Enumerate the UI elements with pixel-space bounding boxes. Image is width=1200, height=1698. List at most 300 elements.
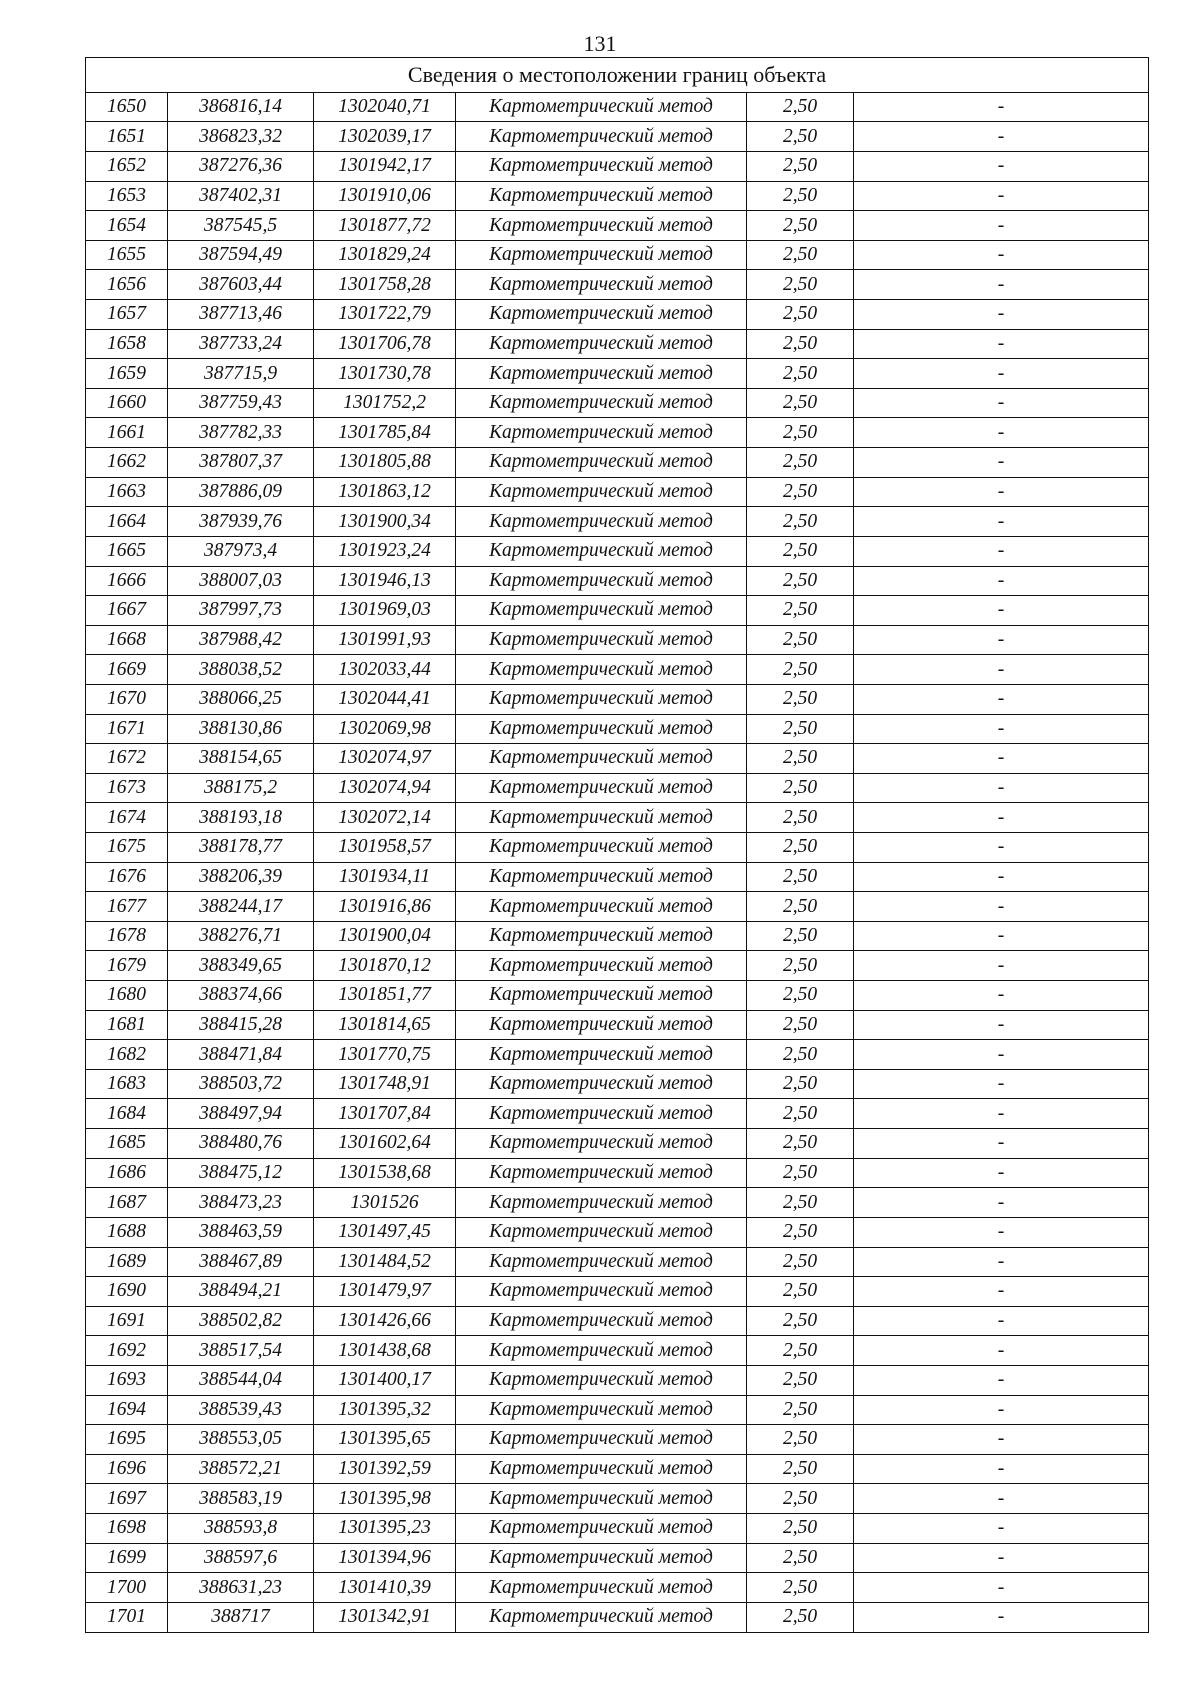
description-cell: - — [854, 1573, 1149, 1603]
description-cell: - — [854, 1040, 1149, 1070]
method-cell: Картометрический метод — [456, 892, 747, 922]
description-cell: - — [854, 1602, 1149, 1632]
description-cell: - — [854, 300, 1149, 330]
x-coordinate-cell: 387276,36 — [168, 151, 314, 181]
point-number-cell: 1676 — [86, 862, 168, 892]
point-number-cell: 1658 — [86, 329, 168, 359]
description-cell: - — [854, 122, 1149, 152]
table-row — [86, 714, 1149, 744]
method-cell: Картометрический метод — [456, 1069, 747, 1099]
method-cell: Картометрический метод — [456, 359, 747, 389]
table-row — [86, 418, 1149, 448]
x-coordinate-cell: 387782,33 — [168, 418, 314, 448]
point-number-cell: 1669 — [86, 655, 168, 685]
accuracy-cell: 2,50 — [747, 477, 854, 507]
y-coordinate-cell: 1301814,65 — [314, 1010, 456, 1040]
table-title-row — [86, 58, 1149, 93]
y-coordinate-cell: 1301538,68 — [314, 1158, 456, 1188]
method-cell: Картометрический метод — [456, 1040, 747, 1070]
description-cell: - — [854, 151, 1149, 181]
table-row — [86, 1484, 1149, 1514]
description-cell: - — [854, 833, 1149, 863]
method-cell: Картометрический метод — [456, 596, 747, 626]
description-cell: - — [854, 566, 1149, 596]
method-cell: Картометрический метод — [456, 566, 747, 596]
method-cell: Картометрический метод — [456, 714, 747, 744]
description-cell: - — [854, 477, 1149, 507]
y-coordinate-cell: 1301877,72 — [314, 211, 456, 241]
method-cell: Картометрический метод — [456, 1543, 747, 1573]
accuracy-cell: 2,50 — [747, 1395, 854, 1425]
accuracy-cell: 2,50 — [747, 833, 854, 863]
accuracy-cell: 2,50 — [747, 1543, 854, 1573]
method-cell: Картометрический метод — [456, 300, 747, 330]
method-cell: Картометрический метод — [456, 1099, 747, 1129]
method-cell: Картометрический метод — [456, 270, 747, 300]
point-number-cell: 1679 — [86, 951, 168, 981]
table-row — [86, 211, 1149, 241]
x-coordinate-cell: 387402,31 — [168, 181, 314, 211]
table-row — [86, 1069, 1149, 1099]
description-cell: - — [854, 448, 1149, 478]
y-coordinate-cell: 1301395,23 — [314, 1514, 456, 1544]
y-coordinate-cell: 1302039,17 — [314, 122, 456, 152]
accuracy-cell: 2,50 — [747, 744, 854, 774]
accuracy-cell: 2,50 — [747, 1484, 854, 1514]
y-coordinate-cell: 1301923,24 — [314, 536, 456, 566]
accuracy-cell: 2,50 — [747, 1573, 854, 1603]
description-cell: - — [854, 1336, 1149, 1366]
method-cell: Картометрический метод — [456, 1365, 747, 1395]
point-number-cell: 1652 — [86, 151, 168, 181]
y-coordinate-cell: 1301991,93 — [314, 625, 456, 655]
table-row — [86, 122, 1149, 152]
x-coordinate-cell: 388038,52 — [168, 655, 314, 685]
description-cell: - — [854, 418, 1149, 448]
point-number-cell: 1682 — [86, 1040, 168, 1070]
y-coordinate-cell: 1301730,78 — [314, 359, 456, 389]
description-cell: - — [854, 329, 1149, 359]
x-coordinate-cell: 388415,28 — [168, 1010, 314, 1040]
description-cell: - — [854, 211, 1149, 241]
method-cell: Картометрический метод — [456, 1573, 747, 1603]
description-cell: - — [854, 773, 1149, 803]
point-number-cell: 1668 — [86, 625, 168, 655]
y-coordinate-cell: 1301479,97 — [314, 1277, 456, 1307]
description-cell: - — [854, 1277, 1149, 1307]
method-cell: Картометрический метод — [456, 1454, 747, 1484]
accuracy-cell: 2,50 — [747, 270, 854, 300]
x-coordinate-cell: 388517,54 — [168, 1336, 314, 1366]
table-row — [86, 1395, 1149, 1425]
description-cell: - — [854, 1158, 1149, 1188]
table-row — [86, 1158, 1149, 1188]
accuracy-cell: 2,50 — [747, 1336, 854, 1366]
point-number-cell: 1680 — [86, 981, 168, 1011]
x-coordinate-cell: 388175,2 — [168, 773, 314, 803]
method-cell: Картометрический метод — [456, 744, 747, 774]
table-row — [86, 625, 1149, 655]
table-row — [86, 1514, 1149, 1544]
description-cell: - — [854, 240, 1149, 270]
table-row — [86, 92, 1149, 122]
boundary-table — [85, 57, 1149, 1633]
y-coordinate-cell: 1302074,94 — [314, 773, 456, 803]
accuracy-cell: 2,50 — [747, 1129, 854, 1159]
description-cell: - — [854, 1247, 1149, 1277]
table-row — [86, 1129, 1149, 1159]
point-number-cell: 1686 — [86, 1158, 168, 1188]
method-cell: Картометрический метод — [456, 240, 747, 270]
x-coordinate-cell: 388244,17 — [168, 892, 314, 922]
point-number-cell: 1692 — [86, 1336, 168, 1366]
table-row — [86, 1336, 1149, 1366]
description-cell: - — [854, 744, 1149, 774]
method-cell: Картометрический метод — [456, 507, 747, 537]
y-coordinate-cell: 1301958,57 — [314, 833, 456, 863]
x-coordinate-cell: 387759,43 — [168, 388, 314, 418]
point-number-cell: 1651 — [86, 122, 168, 152]
x-coordinate-cell: 386816,14 — [168, 92, 314, 122]
x-coordinate-cell: 387603,44 — [168, 270, 314, 300]
x-coordinate-cell: 388463,59 — [168, 1217, 314, 1247]
x-coordinate-cell: 388539,43 — [168, 1395, 314, 1425]
x-coordinate-cell: 387733,24 — [168, 329, 314, 359]
x-coordinate-cell: 388471,84 — [168, 1040, 314, 1070]
description-cell: - — [854, 951, 1149, 981]
x-coordinate-cell: 388066,25 — [168, 684, 314, 714]
y-coordinate-cell: 1301526 — [314, 1188, 456, 1218]
method-cell: Картометрический метод — [456, 1395, 747, 1425]
point-number-cell: 1671 — [86, 714, 168, 744]
x-coordinate-cell: 387997,73 — [168, 596, 314, 626]
point-number-cell: 1685 — [86, 1129, 168, 1159]
point-number-cell: 1673 — [86, 773, 168, 803]
accuracy-cell: 2,50 — [747, 1602, 854, 1632]
description-cell: - — [854, 1129, 1149, 1159]
method-cell: Картометрический метод — [456, 1277, 747, 1307]
table-row — [86, 1543, 1149, 1573]
method-cell: Картометрический метод — [456, 448, 747, 478]
point-number-cell: 1655 — [86, 240, 168, 270]
method-cell: Картометрический метод — [456, 655, 747, 685]
accuracy-cell: 2,50 — [747, 300, 854, 330]
method-cell: Картометрический метод — [456, 1217, 747, 1247]
x-coordinate-cell: 387886,09 — [168, 477, 314, 507]
table-row — [86, 981, 1149, 1011]
point-number-cell: 1695 — [86, 1425, 168, 1455]
accuracy-cell: 2,50 — [747, 1069, 854, 1099]
method-cell: Картометрический метод — [456, 536, 747, 566]
y-coordinate-cell: 1301748,91 — [314, 1069, 456, 1099]
description-cell: - — [854, 270, 1149, 300]
x-coordinate-cell: 388374,66 — [168, 981, 314, 1011]
y-coordinate-cell: 1301805,88 — [314, 448, 456, 478]
x-coordinate-cell: 387594,49 — [168, 240, 314, 270]
y-coordinate-cell: 1301602,64 — [314, 1129, 456, 1159]
accuracy-cell: 2,50 — [747, 388, 854, 418]
accuracy-cell: 2,50 — [747, 655, 854, 685]
method-cell: Картометрический метод — [456, 1484, 747, 1514]
accuracy-cell: 2,50 — [747, 625, 854, 655]
table-row — [86, 951, 1149, 981]
method-cell: Картометрический метод — [456, 92, 747, 122]
table-row — [86, 773, 1149, 803]
point-number-cell: 1694 — [86, 1395, 168, 1425]
description-cell: - — [854, 1365, 1149, 1395]
accuracy-cell: 2,50 — [747, 211, 854, 241]
accuracy-cell: 2,50 — [747, 1277, 854, 1307]
table-row — [86, 1247, 1149, 1277]
y-coordinate-cell: 1301910,06 — [314, 181, 456, 211]
point-number-cell: 1681 — [86, 1010, 168, 1040]
description-cell: - — [854, 1514, 1149, 1544]
y-coordinate-cell: 1301900,04 — [314, 921, 456, 951]
method-cell: Картометрический метод — [456, 833, 747, 863]
point-number-cell: 1689 — [86, 1247, 168, 1277]
point-number-cell: 1677 — [86, 892, 168, 922]
method-cell: Картометрический метод — [456, 981, 747, 1011]
point-number-cell: 1654 — [86, 211, 168, 241]
y-coordinate-cell: 1302074,97 — [314, 744, 456, 774]
point-number-cell: 1683 — [86, 1069, 168, 1099]
table-row — [86, 655, 1149, 685]
method-cell: Картометрический метод — [456, 1188, 747, 1218]
accuracy-cell: 2,50 — [747, 1514, 854, 1544]
method-cell: Картометрический метод — [456, 122, 747, 152]
point-number-cell: 1675 — [86, 833, 168, 863]
accuracy-cell: 2,50 — [747, 921, 854, 951]
accuracy-cell: 2,50 — [747, 1188, 854, 1218]
y-coordinate-cell: 1301969,03 — [314, 596, 456, 626]
table-row — [86, 1099, 1149, 1129]
method-cell: Картометрический метод — [456, 862, 747, 892]
table-row — [86, 1573, 1149, 1603]
y-coordinate-cell: 1302069,98 — [314, 714, 456, 744]
accuracy-cell: 2,50 — [747, 448, 854, 478]
method-cell: Картометрический метод — [456, 1336, 747, 1366]
y-coordinate-cell: 1301770,75 — [314, 1040, 456, 1070]
point-number-cell: 1678 — [86, 921, 168, 951]
x-coordinate-cell: 387988,42 — [168, 625, 314, 655]
x-coordinate-cell: 387713,46 — [168, 300, 314, 330]
y-coordinate-cell: 1301426,66 — [314, 1306, 456, 1336]
accuracy-cell: 2,50 — [747, 1040, 854, 1070]
x-coordinate-cell: 388473,23 — [168, 1188, 314, 1218]
table-title: Сведения о местоположении границ объекта — [86, 58, 1149, 93]
point-number-cell: 1687 — [86, 1188, 168, 1218]
y-coordinate-cell: 1302040,71 — [314, 92, 456, 122]
point-number-cell: 1699 — [86, 1543, 168, 1573]
y-coordinate-cell: 1302033,44 — [314, 655, 456, 685]
method-cell: Картометрический метод — [456, 181, 747, 211]
y-coordinate-cell: 1301934,11 — [314, 862, 456, 892]
x-coordinate-cell: 388593,8 — [168, 1514, 314, 1544]
y-coordinate-cell: 1301722,79 — [314, 300, 456, 330]
table-row — [86, 1425, 1149, 1455]
y-coordinate-cell: 1301752,2 — [314, 388, 456, 418]
description-cell: - — [854, 1395, 1149, 1425]
x-coordinate-cell: 387715,9 — [168, 359, 314, 389]
method-cell: Картометрический метод — [456, 773, 747, 803]
description-cell: - — [854, 625, 1149, 655]
description-cell: - — [854, 596, 1149, 626]
x-coordinate-cell: 387807,37 — [168, 448, 314, 478]
point-number-cell: 1659 — [86, 359, 168, 389]
y-coordinate-cell: 1301942,17 — [314, 151, 456, 181]
method-cell: Картометрический метод — [456, 1247, 747, 1277]
table-row — [86, 477, 1149, 507]
description-cell: - — [854, 862, 1149, 892]
description-cell: - — [854, 181, 1149, 211]
y-coordinate-cell: 1301946,13 — [314, 566, 456, 596]
accuracy-cell: 2,50 — [747, 951, 854, 981]
point-number-cell: 1700 — [86, 1573, 168, 1603]
x-coordinate-cell: 388178,77 — [168, 833, 314, 863]
point-number-cell: 1698 — [86, 1514, 168, 1544]
x-coordinate-cell: 388206,39 — [168, 862, 314, 892]
accuracy-cell: 2,50 — [747, 1010, 854, 1040]
accuracy-cell: 2,50 — [747, 240, 854, 270]
description-cell: - — [854, 92, 1149, 122]
y-coordinate-cell: 1301394,96 — [314, 1543, 456, 1573]
table-row — [86, 151, 1149, 181]
x-coordinate-cell: 388544,04 — [168, 1365, 314, 1395]
accuracy-cell: 2,50 — [747, 1365, 854, 1395]
table-row — [86, 684, 1149, 714]
accuracy-cell: 2,50 — [747, 566, 854, 596]
table-row — [86, 1217, 1149, 1247]
method-cell: Картометрический метод — [456, 921, 747, 951]
point-number-cell: 1697 — [86, 1484, 168, 1514]
description-cell: - — [854, 1484, 1149, 1514]
table-row — [86, 270, 1149, 300]
table-row — [86, 388, 1149, 418]
y-coordinate-cell: 1301410,39 — [314, 1573, 456, 1603]
y-coordinate-cell: 1301392,59 — [314, 1454, 456, 1484]
table-row — [86, 359, 1149, 389]
point-number-cell: 1663 — [86, 477, 168, 507]
table-row — [86, 300, 1149, 330]
table-row — [86, 833, 1149, 863]
table-row — [86, 240, 1149, 270]
accuracy-cell: 2,50 — [747, 507, 854, 537]
accuracy-cell: 2,50 — [747, 1306, 854, 1336]
x-coordinate-cell: 388597,6 — [168, 1543, 314, 1573]
table-row — [86, 1602, 1149, 1632]
x-coordinate-cell: 388553,05 — [168, 1425, 314, 1455]
table-row — [86, 744, 1149, 774]
description-cell: - — [854, 921, 1149, 951]
point-number-cell: 1670 — [86, 684, 168, 714]
y-coordinate-cell: 1301707,84 — [314, 1099, 456, 1129]
method-cell: Картометрический метод — [456, 1425, 747, 1455]
point-number-cell: 1661 — [86, 418, 168, 448]
description-cell: - — [854, 507, 1149, 537]
table-row — [86, 181, 1149, 211]
method-cell: Картометрический метод — [456, 211, 747, 241]
point-number-cell: 1662 — [86, 448, 168, 478]
accuracy-cell: 2,50 — [747, 892, 854, 922]
point-number-cell: 1667 — [86, 596, 168, 626]
x-coordinate-cell: 387545,5 — [168, 211, 314, 241]
table-row — [86, 1277, 1149, 1307]
description-cell: - — [854, 1010, 1149, 1040]
point-number-cell: 1688 — [86, 1217, 168, 1247]
method-cell: Картометрический метод — [456, 1602, 747, 1632]
y-coordinate-cell: 1301851,77 — [314, 981, 456, 1011]
y-coordinate-cell: 1301829,24 — [314, 240, 456, 270]
point-number-cell: 1696 — [86, 1454, 168, 1484]
table-row — [86, 566, 1149, 596]
x-coordinate-cell: 388154,65 — [168, 744, 314, 774]
point-number-cell: 1665 — [86, 536, 168, 566]
method-cell: Картометрический метод — [456, 625, 747, 655]
description-cell: - — [854, 803, 1149, 833]
accuracy-cell: 2,50 — [747, 1454, 854, 1484]
table-row — [86, 1454, 1149, 1484]
y-coordinate-cell: 1302072,14 — [314, 803, 456, 833]
x-coordinate-cell: 388349,65 — [168, 951, 314, 981]
x-coordinate-cell: 388583,19 — [168, 1484, 314, 1514]
x-coordinate-cell: 388502,82 — [168, 1306, 314, 1336]
y-coordinate-cell: 1302044,41 — [314, 684, 456, 714]
point-number-cell: 1653 — [86, 181, 168, 211]
description-cell: - — [854, 1454, 1149, 1484]
y-coordinate-cell: 1301900,34 — [314, 507, 456, 537]
accuracy-cell: 2,50 — [747, 181, 854, 211]
description-cell: - — [854, 1188, 1149, 1218]
x-coordinate-cell: 388130,86 — [168, 714, 314, 744]
point-number-cell: 1666 — [86, 566, 168, 596]
y-coordinate-cell: 1301395,32 — [314, 1395, 456, 1425]
description-cell: - — [854, 1306, 1149, 1336]
point-number-cell: 1691 — [86, 1306, 168, 1336]
table-row — [86, 1188, 1149, 1218]
point-number-cell: 1672 — [86, 744, 168, 774]
x-coordinate-cell: 388631,23 — [168, 1573, 314, 1603]
method-cell: Картометрический метод — [456, 329, 747, 359]
accuracy-cell: 2,50 — [747, 418, 854, 448]
description-cell: - — [854, 1099, 1149, 1129]
point-number-cell: 1660 — [86, 388, 168, 418]
y-coordinate-cell: 1301438,68 — [314, 1336, 456, 1366]
y-coordinate-cell: 1301863,12 — [314, 477, 456, 507]
y-coordinate-cell: 1301706,78 — [314, 329, 456, 359]
accuracy-cell: 2,50 — [747, 714, 854, 744]
accuracy-cell: 2,50 — [747, 1425, 854, 1455]
description-cell: - — [854, 1217, 1149, 1247]
x-coordinate-cell: 388717 — [168, 1602, 314, 1632]
method-cell: Картометрический метод — [456, 388, 747, 418]
x-coordinate-cell: 387973,4 — [168, 536, 314, 566]
accuracy-cell: 2,50 — [747, 803, 854, 833]
description-cell: - — [854, 655, 1149, 685]
accuracy-cell: 2,50 — [747, 151, 854, 181]
x-coordinate-cell: 386823,32 — [168, 122, 314, 152]
accuracy-cell: 2,50 — [747, 1099, 854, 1129]
table-row — [86, 892, 1149, 922]
table-row — [86, 596, 1149, 626]
table-row — [86, 448, 1149, 478]
accuracy-cell: 2,50 — [747, 536, 854, 566]
point-number-cell: 1684 — [86, 1099, 168, 1129]
accuracy-cell: 2,50 — [747, 773, 854, 803]
method-cell: Картометрический метод — [456, 1129, 747, 1159]
x-coordinate-cell: 388276,71 — [168, 921, 314, 951]
table-row — [86, 329, 1149, 359]
description-cell: - — [854, 892, 1149, 922]
